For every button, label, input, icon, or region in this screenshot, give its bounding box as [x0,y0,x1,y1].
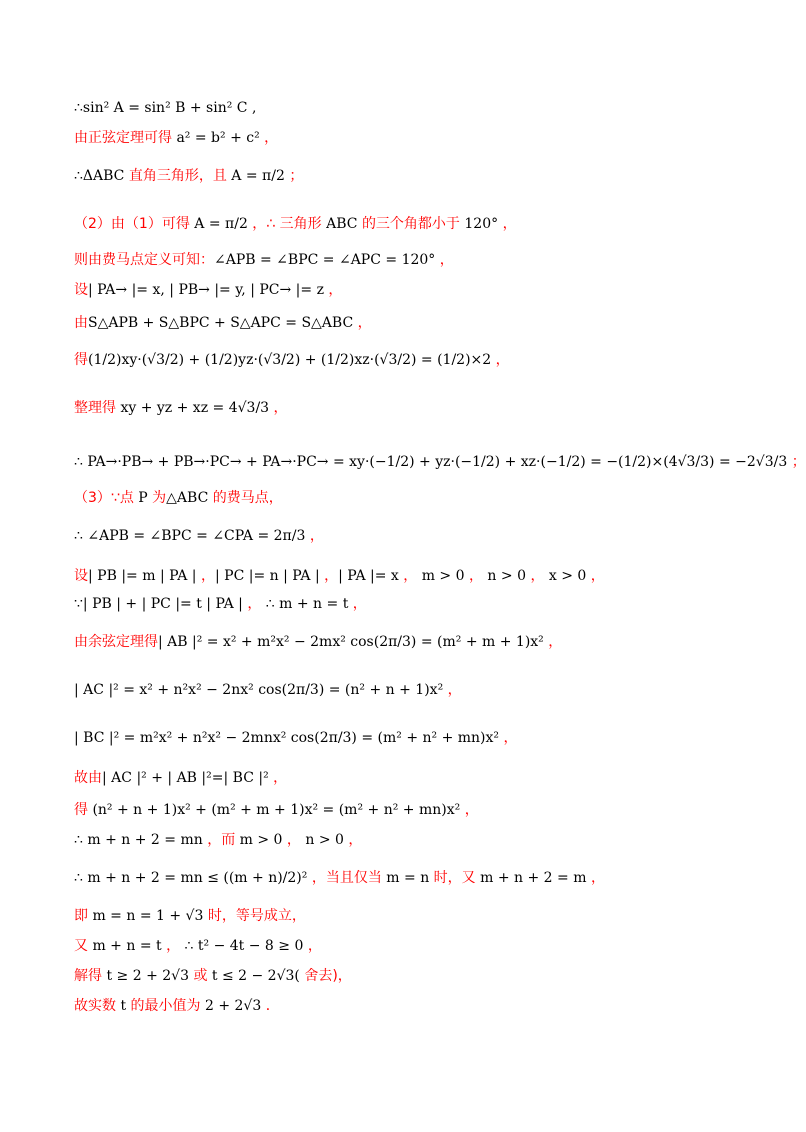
math-expression: m = n [381,870,434,886]
solution-line [74,488,283,508]
math-expression: | BC |² = m²x² + n²x² − 2mnx² cos(2π/3) = (m² + n² + mn)x² [74,730,504,746]
math-expression: | AB |² = x² + m²x² − 2mx² cos(2π/3) = (m² + m + 1)x² [158,634,549,650]
math-expression: 2 + 2√3 [200,998,266,1014]
explanation-text: ， [503,730,518,746]
math-expression: ∴ ∠APB = ∠BPC = ∠CPA = 2π/3 [74,528,310,544]
solution-line [74,906,306,926]
solution-line [74,398,288,418]
explanation-text: ， [495,352,510,368]
explanation-text: 时，又 [433,870,476,886]
explanation-text: 直角三角形，且 [128,168,227,184]
explanation-text: ， [273,400,288,416]
explanation-text: 的最小值为 [130,998,201,1014]
math-expression: | PB |= m | PA | [88,568,201,584]
solution-line [74,680,462,700]
explanation-text: 故实数 [74,998,116,1014]
math-expression: ∴ m + n + 2 = mn [74,832,208,848]
explanation-text: ，而 [207,832,236,848]
math-expression: A = π/2 [226,168,290,184]
solution-line [74,452,806,472]
explanation-text: ， [403,568,418,584]
explanation-text: ． [265,998,280,1014]
math-expression: t ≥ 2 + 2√3 [102,968,194,984]
explanation-text: ， [348,832,363,848]
solution-line [74,280,342,300]
math-expression: m + n = t [88,938,167,954]
explanation-text: 为 [152,490,167,506]
math-expression: m > 0 [417,568,469,584]
explanation-text: ， [200,568,215,584]
explanation-text: 设 [74,568,88,584]
explanation-text: ， [166,938,181,954]
math-expression: △ABC [166,490,213,506]
solution-line [74,350,510,370]
math-expression: S△APB + S△BPC + S△APC = S△ABC [88,315,358,331]
solution-line [74,98,256,118]
math-expression: a² = b² + c² [172,130,265,146]
math-expression: m > 0 [235,832,287,848]
solution-line [74,800,479,820]
explanation-text: 解得 [74,968,102,984]
math-expression: ∴ t² − 4t − 8 ≥ 0 [180,938,308,954]
explanation-text: ，当且仅当 [311,870,382,886]
explanation-text: ， [324,568,339,584]
explanation-text: 得 [74,352,88,368]
explanation-text: 的费马点， [212,490,283,506]
explanation-text: ， [439,252,454,268]
explanation-text: ； [791,454,806,470]
solution-line [74,313,372,333]
math-expression: ∴ΔABC [74,168,129,184]
explanation-text: ， [247,596,262,612]
explanation-text: ， [307,938,322,954]
math-expression: ∵| PB | + | PC |= t | PA | [74,596,248,612]
solution-line [74,526,324,546]
explanation-text: 又 [74,938,88,954]
math-expression: n > 0 [482,568,531,584]
solution-line [74,728,517,748]
math-expression: m = n = 1 + √3 [88,908,208,924]
math-expression: ∴ m + n + 2 = mn ≤ ((m + n)/2)² [74,870,312,886]
math-expression: | PA→ |= x, | PB→ |= y, | PC→ |= z [88,282,329,298]
explanation-text: 或 [193,968,208,984]
explanation-text: ， [590,568,605,584]
solution-line [74,996,280,1016]
math-expression: A = π/2 [189,216,253,232]
explanation-text: ， [357,315,372,331]
math-expression: m + n + 2 = m [475,870,591,886]
explanation-text: （2）由（1）可得 [74,216,190,232]
math-expression: xy + yz + xz = 4√3/3 [116,400,274,416]
solution-line [74,868,605,888]
explanation-text: ，∴ 三角形 [252,216,322,232]
solution-line [74,166,303,186]
explanation-text: ， [502,216,517,232]
solution-line [74,128,278,148]
solution-line [74,250,454,270]
math-expression: ABC [321,216,362,232]
explanation-text: 设 [74,282,88,298]
math-expression: (1/2)xy·(√3/2) + (1/2)yz·(√3/2) + (1/2)xz·(√3/2) = (1/2)×2 [88,352,496,368]
explanation-text: 整理得 [74,400,116,416]
math-expression: ∴ PA→·PB→ + PB→·PC→ + PA→·PC→ = xy·(−1/2) + yz·(−1/2) + xz·(−1/2) = −(1/2)×(4√3/3) = −2√3/3 [74,454,792,470]
explanation-text: （3）∵点 [74,490,134,506]
math-expression: | PC |= n | PA | [214,568,325,584]
explanation-text: 时，等号成立， [207,908,306,924]
math-expression: | PA |= x [338,568,404,584]
solution-line [74,214,517,234]
explanation-text: 即 [74,908,88,924]
explanation-text: ， [286,832,301,848]
explanation-text: ， [548,634,563,650]
explanation-text: ， [264,130,279,146]
math-expression: | AC |² + | AB |²=| BC |² [102,770,274,786]
math-expression: | AC |² = x² + n²x² − 2nx² cos(2π/3) = (n² + n + 1)x² [74,682,448,698]
math-expression: ∴sin² A = sin² B + sin² C , [74,100,257,116]
solution-line [74,768,287,788]
explanation-text: ， [328,282,343,298]
solution-line [74,594,367,614]
math-expression: t [116,998,131,1014]
explanation-text: ， [352,596,367,612]
solution-line [74,632,562,652]
math-expression: 120° [459,216,503,232]
explanation-text: ， [590,870,605,886]
explanation-text: 得 [74,802,88,818]
math-expression: t ≤ 2 − 2√3( [207,968,305,984]
solution-line [74,830,362,850]
solution-line [74,566,605,586]
explanation-text: 舍去)， [304,968,352,984]
explanation-text: ， [468,568,483,584]
solution-line [74,936,322,956]
explanation-text: 故由 [74,770,102,786]
explanation-text: ， [447,682,462,698]
math-expression: ∠APB = ∠BPC = ∠APC = 120° [214,252,440,268]
math-expression: ∴ m + n = t [261,596,353,612]
explanation-text: ， [530,568,545,584]
math-expression: x > 0 [544,568,591,584]
solution-line [74,966,352,986]
math-expression: n > 0 [300,832,349,848]
explanation-text: ， [464,802,479,818]
explanation-text: ； [289,168,304,184]
math-expression: P [133,490,153,506]
explanation-text: 由正弦定理可得 [74,130,172,146]
explanation-text: ， [273,770,288,786]
math-expression: (n² + n + 1)x² + (m² + m + 1)x² = (m² + n² + mn)x² [88,802,465,818]
explanation-text: ， [309,528,324,544]
explanation-text: 则由费马点定义可知： [74,252,214,268]
explanation-text: 的三个角都小于 [361,216,460,232]
explanation-text: 由 [74,315,88,331]
explanation-text: 由余弦定理得 [74,634,158,650]
